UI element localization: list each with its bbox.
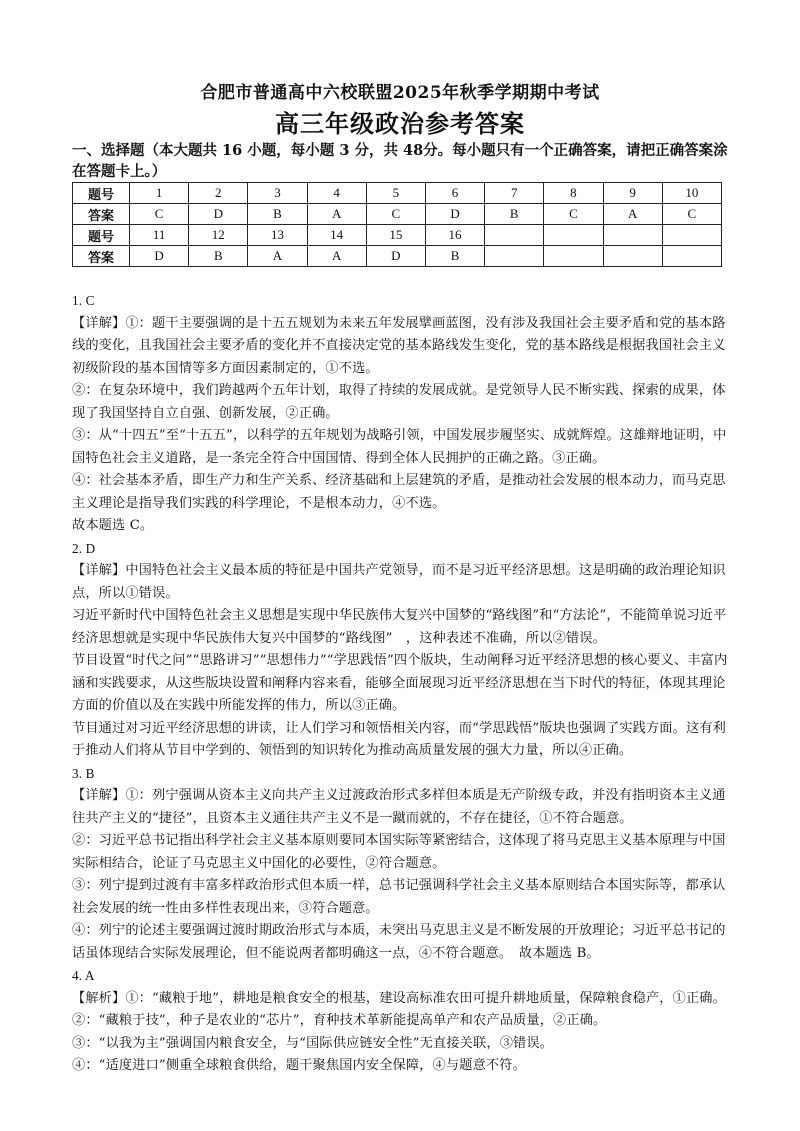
answer-table xyxy=(72,182,722,267)
question-number-cell: 10 xyxy=(662,183,721,204)
row-label: 答案 xyxy=(73,204,130,225)
question-number-cell: 4 xyxy=(307,183,366,204)
exam-title: 合肥市普通高中六校联盟2025年秋季学期期中考试 xyxy=(200,83,600,103)
question-number-cell xyxy=(485,225,544,246)
explanation-paragraph: ②：习近平总书记指出科学社会主义基本原则要同本国实际等紧密结合，这体现了将马克思主义基本原理与中国实际相结合，论证了马克思主义中国化的必要性，②符合题意。 xyxy=(72,833,726,871)
answer-cell: D xyxy=(425,204,484,225)
explanations xyxy=(72,290,732,1078)
explanation-paragraph: 故本题选 C。 xyxy=(72,518,154,533)
question-number-cell: 1 xyxy=(130,183,189,204)
explanation-paragraph: 习近平新时代中国特色社会主义思想是实现中华民族伟大复兴中国梦的“路线图”和“方法论”，不能简单说习近平经济思想就是实现中华民族伟大复兴中国梦的“路线图” ，这种表述不准确，所以②错误。 xyxy=(72,608,727,646)
question-number: 1. C xyxy=(72,293,95,308)
table-row xyxy=(73,204,722,225)
explanation-paragraph: ④：列宁的论述主要强调过渡时期政治形式与本质，未突出马克思主义是不断发展的开放理论；习近平总书记的话虽体现结合实际发展理论，但不能说两者都明确这一点，④不符合题意。 故本题选 B。 xyxy=(72,923,726,961)
answer-cell xyxy=(485,246,544,267)
question-number-cell: 15 xyxy=(366,225,425,246)
question-number-cell: 11 xyxy=(130,225,189,246)
question-number-cell: 7 xyxy=(485,183,544,204)
answer-cell: B xyxy=(425,246,484,267)
row-label: 题号 xyxy=(73,183,130,204)
explanation-paragraph: 节目通过对习近平经济思想的讲读，让人们学习和领悟相关内容，而“学思践悟”版块也强调了实践方面。这有利于推动人们将从节目中学到的、领悟到的知识转化为推动高质量发展的强大力量，所以④正确。 xyxy=(72,720,726,758)
explanation-paragraph: ④：“适度进口”侧重全球粮食供给，题干聚焦国内安全保障，④与题意不符。 xyxy=(72,1058,526,1073)
answer-cell: B xyxy=(189,246,248,267)
question-number-cell: 3 xyxy=(248,183,307,204)
question-number-cell: 12 xyxy=(189,225,248,246)
explanation-paragraph: 【详解】中国特色社会主义最本质的特征是中国共产党领导，而不是习近平经济思想。这是明确的政治理论知识点，所以①错误。 xyxy=(72,563,726,601)
explanation-paragraph: ③：列宁提到过渡有丰富多样政治形式但本质一样，总书记强调科学社会主义基本原则结合本国实际等，都承认社会发展的统一性由多样性表现出来，③符合题意。 xyxy=(72,878,726,916)
table-row xyxy=(73,225,722,246)
question-number: 4. A xyxy=(72,968,95,983)
explanation-paragraph: 【解析】①：“藏粮于地”，耕地是粮食安全的根基，建设高标准农田可提升耕地质量，保障粮食稳产，①正确。 xyxy=(72,990,726,1006)
answer-title: 高三年级政治参考答案 xyxy=(275,109,525,138)
explanation-paragraph: 【详解】①：题干主要强调的是十五五规划为未来五年发展擘画蓝图，没有涉及我国社会主要矛盾和党的基本路线的变化，且我国社会主要矛盾的变化并不直接决定党的基本路线发生变化，党的基本路线是根据我国社会主义初级阶段的基本国情等多方面因素制定的，①不选。 xyxy=(72,315,726,376)
row-label: 题号 xyxy=(73,225,130,246)
answer-cell: C xyxy=(130,204,189,225)
question-number-cell: 2 xyxy=(189,183,248,204)
answer-cell: D xyxy=(189,204,248,225)
question-number: 2. D xyxy=(72,540,96,556)
explanation-paragraph: ③：从“十四五”至“十五五”，以科学的五年规划为战略引领，中国发展步履坚实、成就辉煌。这雄辩地证明，中国特色社会主义道路，是一条完全符合中国国情、得到全体人民拥护的正确之路。③正确。 xyxy=(72,428,727,466)
question-number-cell xyxy=(662,225,721,246)
answer-cell: D xyxy=(366,246,425,267)
table-row xyxy=(73,246,722,267)
question-number: 3. B xyxy=(72,765,95,781)
answer-cell: C xyxy=(662,204,721,225)
table-row xyxy=(73,183,722,204)
explanation-paragraph: ③：“以我为主”强调国内粮食安全，与“国际供应链安全性”无直接关联，③错误。 xyxy=(72,1035,554,1051)
answer-cell xyxy=(603,246,662,267)
question-number-cell xyxy=(603,225,662,246)
explanation-paragraph: ④：社会基本矛盾，即生产力和生产关系、经济基础和上层建筑的矛盾，是推动社会发展的根本动力，而马克思主义理论是指导我们实践的科学理论，不是根本动力，④不选。 xyxy=(72,473,726,511)
answer-cell: A xyxy=(307,204,366,225)
question-number-cell: 5 xyxy=(366,183,425,204)
question-number-cell: 9 xyxy=(603,183,662,204)
explanation-paragraph: ②：“藏粮于技”，种子是农业的“芯片”，育种技术革新能提高单产和农产品质量，②正确。 xyxy=(72,1013,607,1028)
answer-cell: A xyxy=(248,246,307,267)
answer-cell xyxy=(662,246,721,267)
answer-cell: C xyxy=(544,204,603,225)
explanation-paragraph: 【详解】①：列宁强调从资本主义向共产主义过渡政治形式多样但本质是无产阶级专政，并没有指明资本主义通往共产主义的“捷径”，且资本主义通往共产主义不是一蹴而就的，不存在捷径，①不符合题意。 xyxy=(72,788,726,826)
question-number-cell: 14 xyxy=(307,225,366,246)
answer-cell: B xyxy=(485,204,544,225)
answer-cell: B xyxy=(248,204,307,225)
answer-cell: C xyxy=(366,204,425,225)
answer-cell: A xyxy=(603,204,662,225)
answer-cell: A xyxy=(307,246,366,267)
question-number-cell: 8 xyxy=(544,183,603,204)
question-number-cell: 13 xyxy=(248,225,307,246)
section-heading: 一、选择题（本大题共 16 小题，每小题 3 分，共 48分。每小题只有一个正确答案，请把正确答案涂在答题卡上。） xyxy=(72,142,728,180)
explanation-paragraph: 节目设置“时代之问”“思路讲习”“思想伟力”“学思践悟”四个版块，生动阐释习近平经济思想的核心要义、丰富内涵和实践要求，从这些版块设置和阐释内容来看，能够全面展现习近平经济思想在当下时代的特征，体现其理论方面的价值以及在实践中所能发挥的伟力，所以③正确。 xyxy=(72,653,728,713)
question-number-cell xyxy=(544,225,603,246)
question-number-cell: 16 xyxy=(425,225,484,246)
answer-cell: D xyxy=(130,246,189,267)
explanation-paragraph: ②：在复杂环境中，我们跨越两个五年计划，取得了持续的发展成就。是党领导人民不断实践、探索的成果，体现了我国坚持自立自强、创新发展，②正确。 xyxy=(72,383,726,421)
answer-cell xyxy=(544,246,603,267)
question-number-cell: 6 xyxy=(425,183,484,204)
row-label: 答案 xyxy=(73,246,130,267)
